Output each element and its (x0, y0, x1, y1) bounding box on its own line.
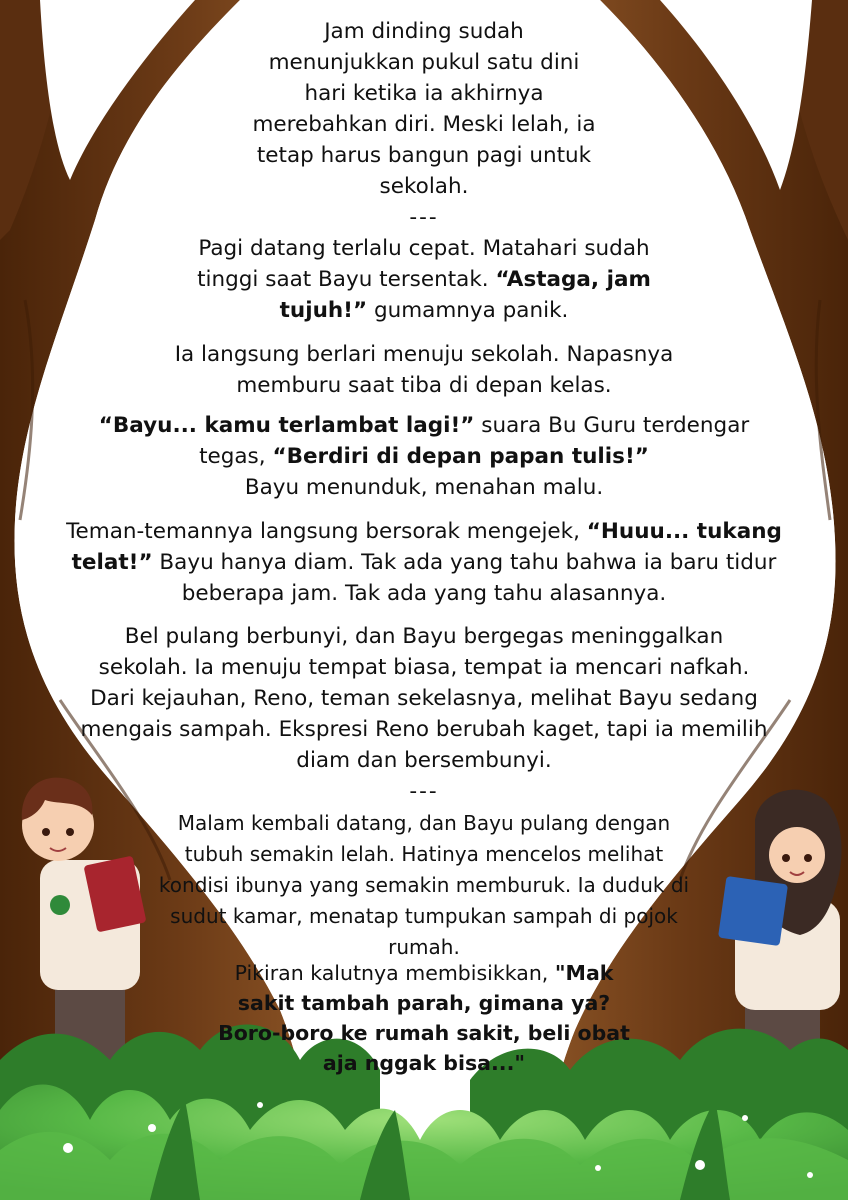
narration-text: Bayu hanya diam. Tak ada yang tahu bahwa ia baru tidur (152, 550, 777, 575)
text-line: menunjukkan pukul satu dini (268, 50, 580, 75)
section-separator: --- (409, 779, 439, 804)
text-line (0, 441, 848, 472)
dialogue-text: Boro-boro ke rumah sakit, beli obat (218, 1021, 630, 1045)
narration-text: tegas, (199, 444, 273, 469)
text-line: rumah. (388, 935, 460, 959)
text-line (0, 958, 848, 988)
dialogue-text: “Bayu... kamu terlambat lagi!” (98, 413, 475, 438)
dialogue-text: sakit tambah parah, gimana ya? (237, 991, 611, 1015)
paragraph-7 (0, 808, 848, 963)
text-line (0, 1018, 848, 1048)
text-line (0, 410, 848, 441)
text-line: Pagi datang terlalu cepat. Matahari sudah (198, 236, 650, 261)
text-line: mengais sampah. Ekspresi Reno berubah kaget, tapi ia memilih (80, 717, 768, 742)
paragraph-2 (0, 233, 848, 326)
dialogue-text: "Mak (554, 961, 614, 985)
paragraph-5 (0, 516, 848, 609)
dialogue-text: telat!” (71, 550, 153, 575)
text-line: tetap harus bangun pagi untuk (256, 143, 592, 168)
text-line: sudut kamar, menatap tumpukan sampah di pojok (170, 904, 678, 928)
text-line: Dari kejauhan, Reno, teman sekelasnya, melihat Bayu sedang (90, 686, 758, 711)
text-line: memburu saat tiba di depan kelas. (236, 373, 612, 398)
text-line (0, 264, 848, 295)
text-line: Ia langsung berlari menuju sekolah. Napasnya (174, 342, 674, 367)
text-line: Bel pulang berbunyi, dan Bayu bergegas meninggalkan (124, 624, 724, 649)
text-line: sekolah. Ia menuju tempat biasa, tempat ia mencari nafkah. (98, 655, 750, 680)
paragraph-6 (0, 621, 848, 807)
text-line: sekolah. (379, 174, 469, 199)
paragraph-1 (0, 16, 848, 233)
narration-text: Pikiran kalutnya membisikkan, (234, 961, 555, 985)
text-line (0, 295, 848, 326)
text-line: beberapa jam. Tak ada yang tahu alasannya. (181, 581, 667, 606)
text-line: Bayu menunduk, menahan malu. (244, 475, 604, 500)
text-line: Jam dinding sudah (324, 19, 524, 44)
text-line (0, 516, 848, 547)
text-line: hari ketika ia akhirnya (304, 81, 544, 106)
text-line (0, 988, 848, 1018)
narration-text: gumamnya panik. (367, 298, 569, 323)
paragraph-8 (0, 958, 848, 1078)
paragraph-4 (0, 410, 848, 503)
dialogue-text: “Astaga, jam (495, 267, 651, 292)
dialogue-text: tujuh!” (279, 298, 368, 323)
text-line: kondisi ibunya yang semakin memburuk. Ia duduk di (158, 873, 690, 897)
narration-text: suara Bu Guru terdengar (474, 413, 750, 438)
dialogue-text: “Huuu... tukang (586, 519, 782, 544)
narration-text: tinggi saat Bayu tersentak. (197, 267, 496, 292)
text-line: diam dan bersembunyi. (296, 748, 552, 773)
text-line (0, 1048, 848, 1078)
text-line: merebahkan diri. Meski lelah, ia (252, 112, 596, 137)
dialogue-text: aja nggak bisa..." (322, 1051, 526, 1075)
dialogue-text: “Berdiri di depan papan tulis!” (272, 444, 649, 469)
text-line (0, 547, 848, 578)
narration-text: Teman-temannya langsung bersorak mengejek, (66, 519, 587, 544)
text-line: tubuh semakin lelah. Hatinya mencelos melihat (184, 842, 664, 866)
section-separator: --- (409, 205, 439, 230)
paragraph-3 (0, 339, 848, 401)
text-line: Malam kembali datang, dan Bayu pulang dengan (177, 811, 671, 835)
